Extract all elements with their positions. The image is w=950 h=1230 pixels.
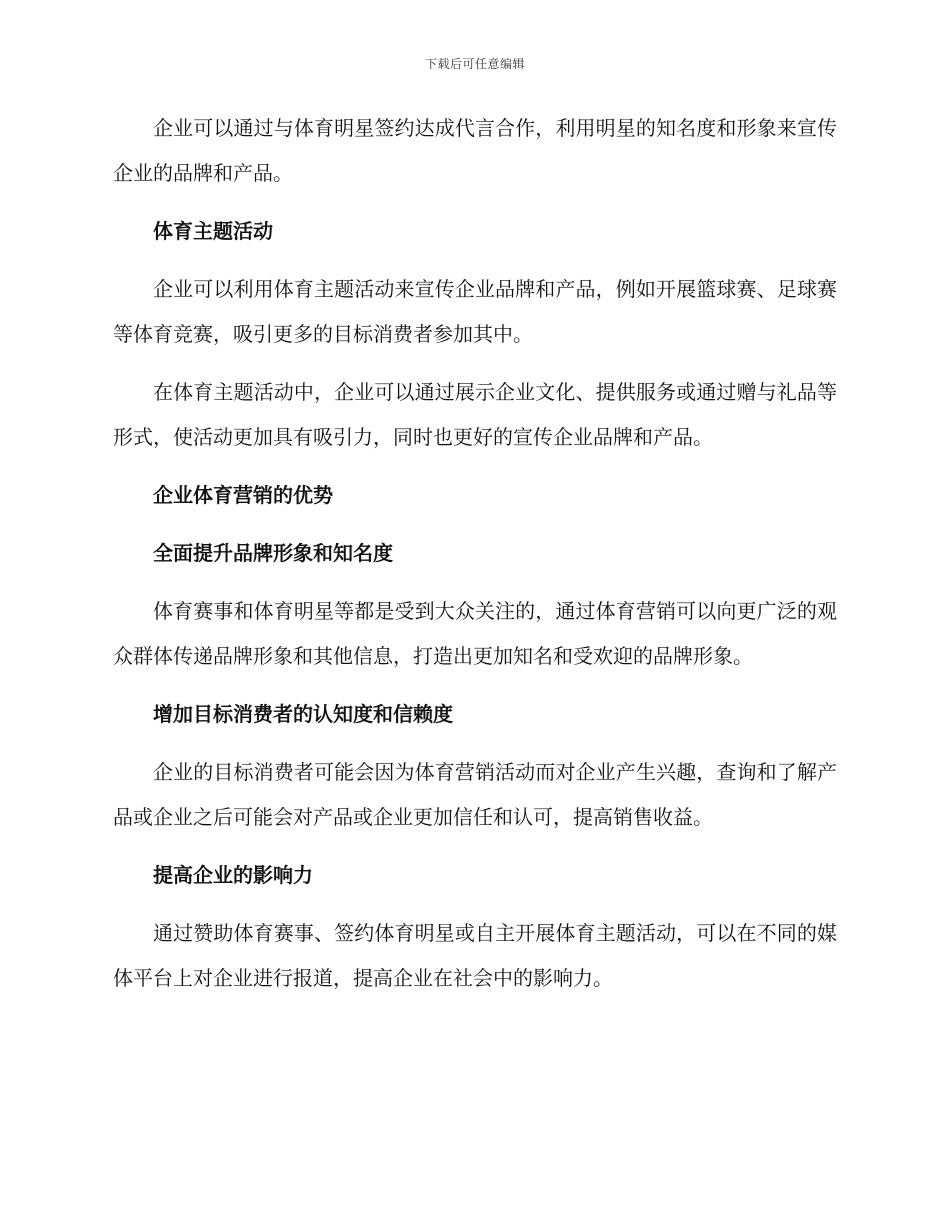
paragraph-influence: 通过赞助体育赛事、签约体育明星或自主开展体育主题活动，可以在不同的媒体平台上对企业进行报道，提高企业在社会中的影响力。 xyxy=(113,921,837,990)
page-header: 下载后可任意编辑 xyxy=(424,57,525,71)
heading-consumer-trust: 增加目标消费者的认知度和信赖度 xyxy=(153,702,453,726)
paragraph-theme-activities: 企业可以利用体育主题活动来宣传企业品牌和产品，例如开展篮球赛、足球赛等体育竞赛，吸引更多的目标消费者参加其中。 xyxy=(113,277,837,346)
paragraph-consumer-trust: 企业的目标消费者可能会因为体育营销活动而对企业产生兴趣，查询和了解产品或企业之后可能会对产品或企业更加信任和认可，提高销售收益。 xyxy=(113,760,837,829)
paragraph-brand-image: 体育赛事和体育明星等都是受到大众关注的，通过体育营销可以向更广泛的观众群体传递品牌形象和其他信息，打造出更加知名和受欢迎的品牌形象。 xyxy=(113,599,837,668)
paragraph-endorsement: 企业可以通过与体育明星签约达成代言合作，利用明星的知名度和形象来宣传企业的品牌和产品。 xyxy=(113,116,837,185)
heading-influence: 提高企业的影响力 xyxy=(153,863,313,887)
heading-brand-image: 全面提升品牌形象和知名度 xyxy=(153,541,393,565)
heading-sports-theme-activities: 体育主题活动 xyxy=(153,219,273,243)
heading-advantages: 企业体育营销的优势 xyxy=(153,483,333,507)
document-body xyxy=(113,106,837,1014)
paragraph-activity-forms: 在体育主题活动中，企业可以通过展示企业文化、提供服务或通过赠与礼品等形式，使活动更加具有吸引力，同时也更好的宣传企业品牌和产品。 xyxy=(113,380,837,449)
